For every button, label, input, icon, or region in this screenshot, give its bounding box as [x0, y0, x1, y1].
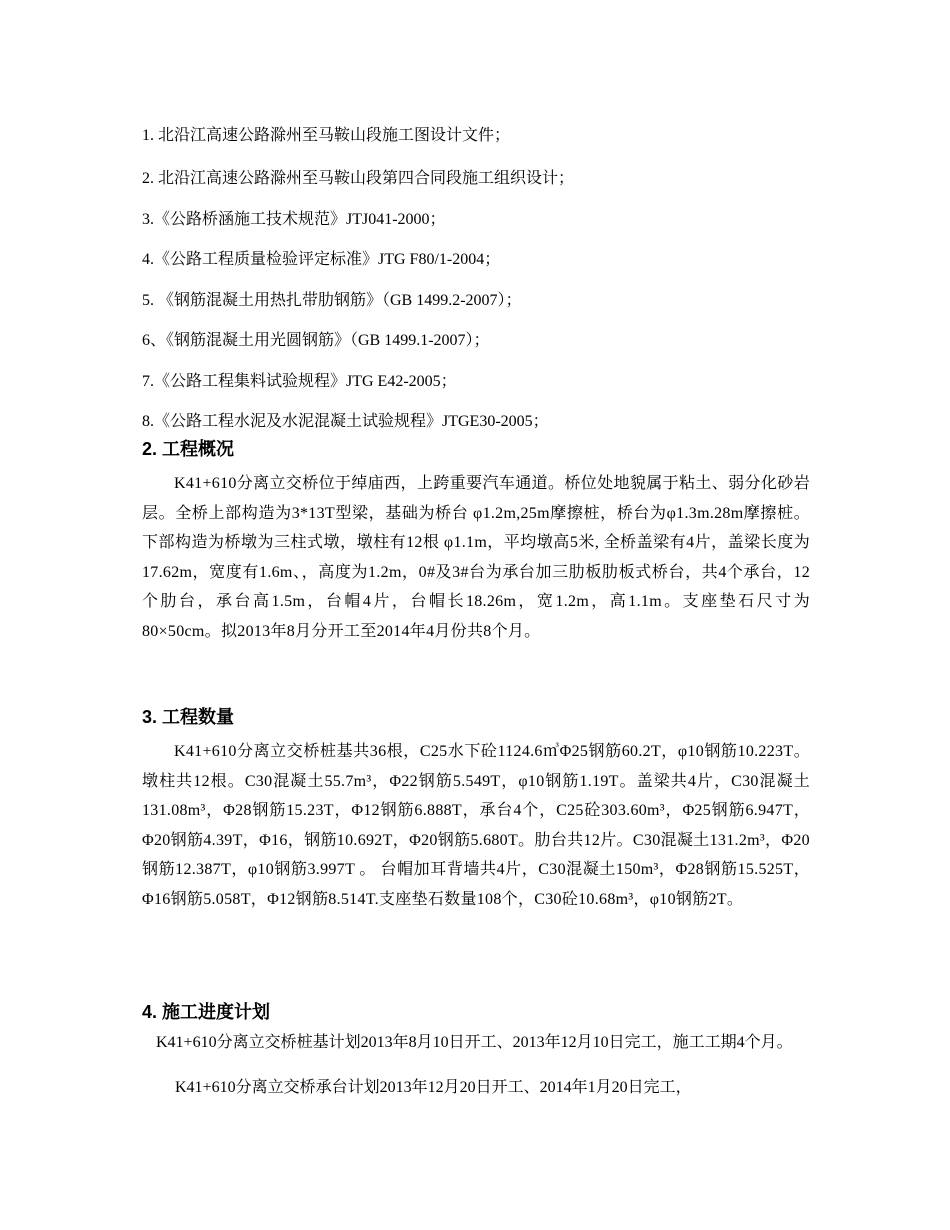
reference-item: 4.《公路工程质量检验评定标准》JTG F80/1-2004； [142, 251, 501, 268]
quantity-paragraph [142, 737, 810, 914]
overview-text: K41+610分离立交桥位于绰庙西，上跨重要汽车通道。桥位处地貌属于粘土、弱分化砂岩层。全桥上部构造为3*13T型梁，基础为桥台 φ1.2m,25m摩擦桩，桥台为φ1.3m.28m摩擦桩。下部构造为桥墩为三柱式墩，墩柱有12根 φ1.1m，平均墩高5米, 全桥盖梁有4片，盖梁长度为17.62m，宽度有1.6m、，高度为1.2m，0#及3#台为承台加三肋板肋板式桥台，共4个承台，12个肋台，承台高1.5m，台帽4片，台帽长18.26m，宽1.2m，高1.1m。支座垫石尺寸为80×50cm。拟2013年8月分开工至2014年4月份共8个月。 [142, 475, 810, 640]
quantity-text: K41+610分离立交桥桩基共36根，C25水下砼1124.6㎥Φ25钢筋60.2T，φ10钢筋10.223T。墩柱共12根。C30混凝土55.7m³，Φ22钢筋5.549T，φ10钢筋1.19T。盖梁共4片，C30混凝土131.08m³，Φ28钢筋15.23T，Φ12钢筋6.888T，承台4个，C25砼303.60m³，Φ25钢筋6.947T，Φ20钢筋4.39T，Φ16，钢筋10.692T，Φ20钢筋5.680T。肋台共12片。C30混凝土131.2m³，Φ20钢筋12.387T，φ10钢筋3.997T 。 台帽加耳背墙共4片，C30混凝土150m³，Φ28钢筋15.525T，Φ16钢筋5.058T，Φ12钢筋8.514T.支座垫石数量108个，C30砼10.68m³，φ10钢筋2T。 [142, 743, 810, 908]
overview-paragraph [142, 469, 810, 646]
reference-item: 7.《公路工程集料试验规程》JTG E42-2005； [142, 373, 457, 390]
reference-item: 1. 北沿江高速公路滁州至马鞍山段施工图设计文件； [142, 127, 511, 144]
reference-item: 5. 《钢筋混凝土用热扎带肋钢筋》（GB 1499.2-2007）； [142, 292, 522, 309]
reference-item: 6、《钢筋混凝土用光圆钢筋》（GB 1499.1-2007）； [142, 332, 490, 349]
section-heading-overview: 2. 工程概况 [142, 439, 235, 459]
section-heading-schedule: 4. 施工进度计划 [142, 1002, 271, 1022]
schedule-line-2: K41+610分离立交桥承台计划2013年12月20日开工、2014年1月20日完工， [175, 1079, 692, 1096]
reference-item: 8.《公路工程水泥及水泥混凝土试验规程》JTGE30-2005； [142, 413, 549, 430]
section-heading-quantity: 3. 工程数量 [142, 707, 235, 727]
reference-item: 3.《公路桥涵施工技术规范》JTJ041-2000； [142, 211, 446, 228]
schedule-line-1: K41+610分离立交桥桩基计划2013年8月10日开工、2013年12月10日完工，施工工期4个月。 [156, 1034, 793, 1051]
reference-item: 2. 北沿江高速公路滁州至马鞍山段第四合同段施工组织设计； [142, 170, 575, 187]
